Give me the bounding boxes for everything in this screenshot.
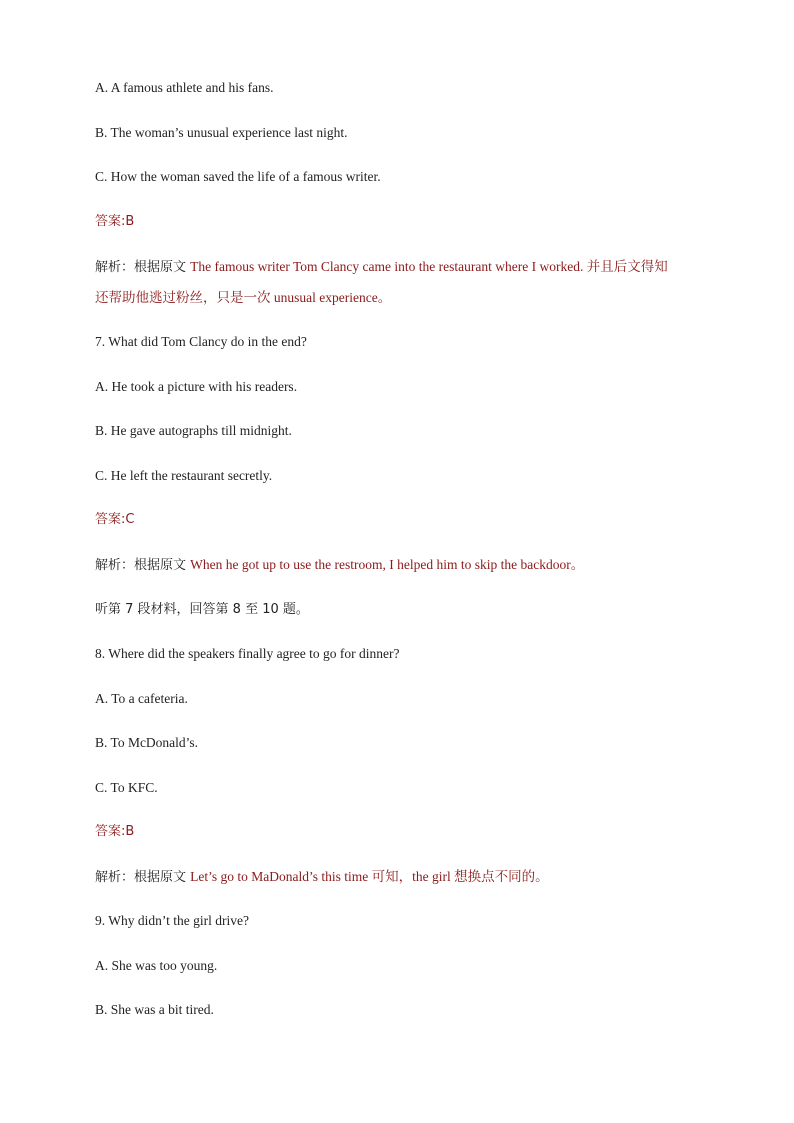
- q8-option-a: A. To a cafeteria.: [95, 691, 188, 706]
- q6-answer: 答案:B: [95, 214, 135, 229]
- q8-explanation: [95, 868, 549, 887]
- q7-option-a: A. He took a picture with his readers.: [95, 379, 298, 394]
- q7-option-b: B. He gave autographs till midnight.: [95, 423, 292, 438]
- q6-explanation-prefix: 根据原文: [134, 260, 191, 275]
- q8-option-b: B. To McDonald’s.: [95, 735, 199, 750]
- q6-explanation-line1: [95, 258, 668, 277]
- q6-option-a: A. A famous athlete and his fans.: [95, 80, 274, 95]
- q9-option-a: A. She was too young.: [95, 958, 218, 973]
- q7-explanation: [95, 556, 584, 575]
- q8-explanation-prefix: 根据原文: [134, 870, 191, 885]
- section-instruction: 听第 7 段材料，回答第 8 至 10 题。: [95, 602, 309, 617]
- q7-question: 7. What did Tom Clancy do in the end?: [95, 334, 307, 349]
- q7-option-c: C. He left the restaurant secretly.: [95, 468, 273, 483]
- q7-explanation-prefix: 根据原文: [134, 558, 191, 573]
- q8-question: 8. Where did the speakers finally agree to go for dinner?: [95, 646, 400, 661]
- q7-explanation-text: When he got up to use the restroom, I helped him to skip the backdoor。: [190, 557, 585, 572]
- q9-option-b: B. She was a bit tired.: [95, 1002, 214, 1017]
- q8-option-c: C. To KFC.: [95, 780, 158, 795]
- q6-explanation-text: The famous writer Tom Clancy came into the restaurant where I worked. 并且后文得知: [190, 259, 668, 274]
- q8-answer: 答案:B: [95, 824, 135, 839]
- q7-explanation-label: 解析：: [95, 558, 135, 573]
- q8-explanation-text: Let’s go to MaDonald’s this time 可知，the girl 想换点不同的。: [190, 869, 549, 884]
- q6-explanation-label: 解析：: [95, 260, 135, 275]
- q7-answer: 答案:C: [95, 512, 135, 527]
- q6-explanation-line2: 还帮助他逃过粉丝，只是一次 unusual experience。: [95, 290, 392, 305]
- q9-question: 9. Why didn’t the girl drive?: [95, 913, 249, 928]
- q6-option-c: C. How the woman saved the life of a famous writer.: [95, 169, 381, 184]
- q8-explanation-label: 解析：: [95, 870, 135, 885]
- q6-option-b: B. The woman’s unusual experience last night.: [95, 125, 348, 140]
